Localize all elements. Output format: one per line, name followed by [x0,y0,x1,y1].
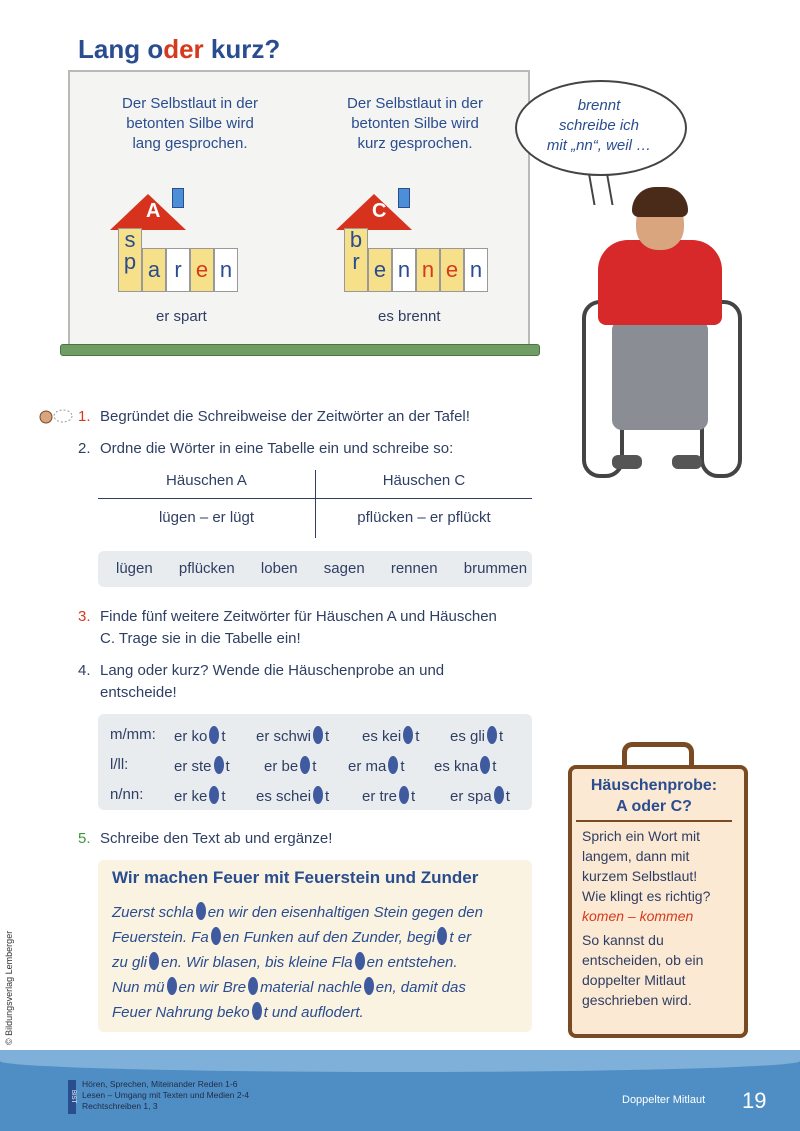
gap-blob [209,726,219,744]
house-c-cell: e [440,248,464,292]
task-1: 1. Begründet die Schreibweise der Zeitwörter an der Tafel! [78,408,470,425]
gap-word: es kna t [434,758,497,775]
house-a-word [118,228,238,292]
shoe-icon [612,455,642,469]
gap-blob [167,977,177,995]
house-a-cell: e [190,248,214,292]
row-label: l/ll: [110,756,129,773]
rule-long: Der Selbstlaut in der betonten Silbe wird lang gesprochen. [122,95,258,152]
word: loben [260,560,298,577]
gap-blob [355,952,365,970]
gap-blob [211,927,221,945]
suitcase-text: Sprich ein Wort mit langem, dann mit kurzem Selbstlaut! Wie klingt es richtig? komen – kommen So kannst du entscheiden, ob ein doppelter Mitlaut geschrieben wird. [582,828,711,1008]
gap-word: er ma t [348,758,405,775]
gap-blob [364,977,374,995]
boy-shirt [598,240,722,325]
page-title: Lang oder kurz? [78,34,281,64]
table-cell-a: lügen – er lügt [158,509,255,526]
house-a-cell: a [142,248,166,292]
boy-hair [632,187,688,217]
rule-short: Der Selbstlaut in der betonten Silbe wird kurz gesprochen. [347,95,483,152]
house-a-first-cell: s p [118,228,142,292]
gap-blob [480,756,490,774]
gap-blob [300,756,310,774]
gap-blob [388,756,398,774]
gap-blob [403,726,413,744]
footer-standards: Hören, Sprechen, Miteinander Reden 1-6 Lesen – Umgang mit Texten und Medien 2-4 Rechtschreiben 1, 3 [82,1079,250,1111]
gap-word: es gli t [450,728,504,745]
house-c-first-cell: b r [344,228,368,292]
house-c-word [344,228,488,292]
house-a-cell: r [166,248,190,292]
page-number: 19 [742,1088,767,1113]
task-3: 3. Finde fünf weitere Zeitwörter für Häuschen A und Häuschen C. Trage sie in die Tabelle ein! [78,608,497,647]
word: lügen [116,560,153,577]
speech-bubble-text: brennt schreibe ich mit „nn“, weil … [546,97,652,154]
suitcase-title: Häuschenprobe: A oder C? [590,777,718,815]
gap-word: er ste t [174,758,230,775]
table-cell-c: pflücken – er pflückt [357,509,491,526]
chalkboard-rail [60,344,540,356]
table-head-c: Häuschen C [382,472,466,489]
footer-topic: Doppelter Mitlaut [622,1094,706,1106]
table-divider [315,470,316,538]
gap-blob [214,756,224,774]
caption-a: er spart [156,308,207,325]
house-c-cell: e [368,248,392,292]
table-head-a: Häuschen A [166,472,247,489]
word-bank [98,551,532,587]
house-a-cell: n [214,248,238,292]
gap-blob [209,786,219,804]
shoe-icon [672,455,702,469]
fill-in-box [98,714,532,810]
gap-word: er tre t [362,788,416,805]
word: sagen [323,560,365,577]
house-c-cell: n [392,248,416,292]
row-label: n/nn: [110,786,144,803]
gap-word: er spa t [450,788,510,805]
story-title: Wir machen Feuer mit Feuerstein und Zunder [112,868,479,887]
gap-word: er ke t [174,788,226,805]
gap-word: es kei t [362,728,420,745]
task-5: 5. Schreibe den Text ab und ergänze! [78,830,333,847]
gap-blob [252,1002,262,1020]
footer-wave [0,1050,800,1072]
house-letter-c: C [372,200,387,222]
gap-blob [149,952,159,970]
gap-blob [494,786,504,804]
word: pflücken [178,560,235,577]
think-together-icon [38,408,74,429]
gap-blob [399,786,409,804]
task-2: 2. Ordne die Wörter in eine Tabelle ein und schreibe so: [78,440,454,457]
gap-word: er schwi t [256,728,330,745]
gap-word: es schei t [256,788,330,805]
word: brummen [463,560,528,577]
gap-word: er be t [264,758,317,775]
gap-blob [196,902,206,920]
caption-c: es brennt [378,308,441,325]
house-c-cell: n [416,248,440,292]
gap-blob [313,786,323,804]
gap-blob [313,726,323,744]
gap-blob [487,726,497,744]
task-4: 4. Lang oder kurz? Wende die Häuschenprobe an und entscheide! [78,662,445,701]
gap-word: er ko t [174,728,226,745]
copyright-note: © Bildungsverlag Lemberger [4,930,14,1045]
word: rennen [390,560,438,577]
house-c-cell: n [464,248,488,292]
gap-blob [248,977,258,995]
bist-badge: BIST [68,1080,76,1114]
row-label: m/mm: [110,726,156,743]
gap-blob [437,927,447,945]
story-text: Zuerst schla en wir den eisenhaltigen Stein gegen den Feuerstein. Fa en Funken auf den Zunder, begi t er zu gli en. Wir blasen, bis kleine Fla en entstehen. Nun mü en wir Bre material nachle en, damit das Feuer Nahrung beko t und auflodert. [112,904,483,1021]
boy-legs [612,320,708,430]
suitcase-divider [576,820,732,822]
house-letter-a: A [146,200,161,222]
